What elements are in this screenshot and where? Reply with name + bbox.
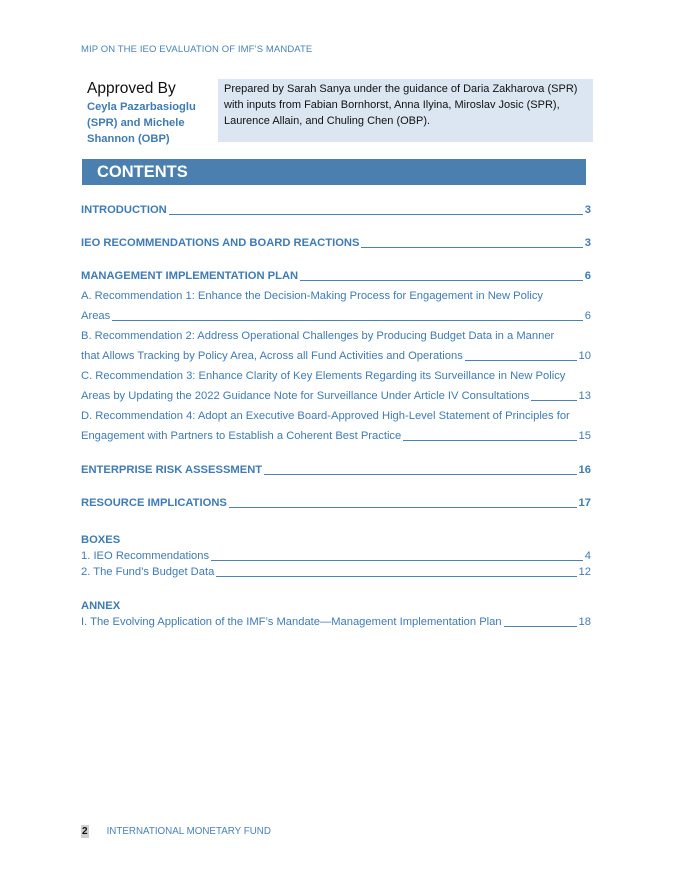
toc-box-entry[interactable] <box>81 564 591 580</box>
toc-entry-label: INTRODUCTION <box>81 204 167 216</box>
running-header: MIP ON THE IEO EVALUATION OF IMF’S MANDATE <box>81 44 313 55</box>
toc-entry-label: ENTERPRISE RISK ASSESSMENT <box>81 464 263 476</box>
toc-page-number: 3 <box>584 204 591 216</box>
toc-subentry-recommendation-4[interactable] <box>81 406 591 446</box>
toc-page-number: 6 <box>584 270 591 282</box>
toc-leader <box>264 474 576 475</box>
toc-subentry-line: B. Recommendation 2: Address Operational Challenges by Producing Budget Data in a Manner <box>81 330 555 342</box>
toc-page-number: 6 <box>584 310 591 322</box>
toc-entry-label: IEO RECOMMENDATIONS AND BOARD REACTIONS <box>81 237 360 249</box>
toc-subentry-recommendation-1[interactable] <box>81 286 591 326</box>
prepared-by-line: with inputs from Fabian Bornhorst, Anna Ilyina, Miroslav Josic (SPR), <box>224 99 560 111</box>
toc-leader <box>361 247 582 248</box>
toc-page-number: 3 <box>584 237 591 249</box>
toc-page-number: 17 <box>578 497 591 509</box>
toc-subentry-line: Areas <box>81 310 111 322</box>
toc-page-number: 16 <box>578 464 591 476</box>
toc-subentry-recommendation-3[interactable] <box>81 366 591 406</box>
page-footer <box>81 825 271 838</box>
toc-page-number: 12 <box>578 566 591 578</box>
boxes-label: BOXES <box>81 534 121 546</box>
toc-subentry-line: A. Recommendation 1: Enhance the Decision-Making Process for Engagement in New Policy <box>81 290 544 302</box>
toc-leader <box>229 507 577 508</box>
toc-leader <box>169 214 583 215</box>
toc-subentry-line: D. Recommendation 4: Adopt an Executive Board-Approved High-Level Statement of Principles for <box>81 410 570 422</box>
toc-leader <box>211 560 583 561</box>
approved-by-block <box>87 80 212 147</box>
toc-page-number: 18 <box>578 616 591 628</box>
toc-page-number: 4 <box>584 550 591 562</box>
toc-leader <box>403 440 576 441</box>
toc-annex-entry[interactable] <box>81 614 591 630</box>
toc-leader <box>465 360 577 361</box>
toc-page-number: 13 <box>578 390 591 402</box>
approver-name-line: Ceyla Pazarbasioglu <box>87 101 196 113</box>
toc-subentry-line: Engagement with Partners to Establish a Coherent Best Practice <box>81 430 402 442</box>
prepared-by-line: Laurence Allain, and Chuling Chen (OBP). <box>224 115 431 127</box>
toc-leader <box>300 280 583 281</box>
toc-entry-label: I. The Evolving Application of the IMF’s Mandate—Management Implementation Plan <box>81 616 502 628</box>
toc-entry-label: RESOURCE IMPLICATIONS <box>81 497 227 509</box>
toc-entry-label: 1. IEO Recommendations <box>81 550 210 562</box>
page-number: 2 <box>82 826 88 837</box>
toc-entry-label: MANAGEMENT IMPLEMENTATION PLAN <box>81 270 299 282</box>
approver-name-line: (SPR) and Michele <box>87 117 185 129</box>
toc-leader <box>504 626 577 627</box>
toc-entry-introduction[interactable] <box>81 200 591 220</box>
toc-entry-management-plan[interactable] <box>81 266 591 286</box>
prepared-by-box <box>218 79 593 142</box>
toc-page-number: 10 <box>578 350 591 362</box>
toc-subentry-line: that Allows Tracking by Policy Area, Across all Fund Activities and Operations <box>81 350 463 362</box>
approver-name-line: Shannon (OBP) <box>87 133 170 145</box>
toc-leader <box>531 400 576 401</box>
prepared-by-line: Prepared by Sarah Sanya under the guidance of Daria Zakharova (SPR) <box>224 83 578 95</box>
approved-by-title: Approved By <box>87 80 176 97</box>
toc-entry-label: 2. The Fund’s Budget Data <box>81 566 215 578</box>
approver-names <box>87 99 212 147</box>
annex-label: ANNEX <box>81 600 121 612</box>
toc-entry-resource-implications[interactable] <box>81 493 591 513</box>
contents-heading: CONTENTS <box>82 159 586 185</box>
toc-subentry-recommendation-2[interactable] <box>81 326 591 366</box>
toc-leader <box>112 320 583 321</box>
toc-entry-enterprise-risk[interactable] <box>81 460 591 480</box>
footer-organization: INTERNATIONAL MONETARY FUND <box>106 826 271 837</box>
toc-subentry-line: C. Recommendation 3: Enhance Clarity of Key Elements Regarding its Surveillance in New Policy <box>81 370 566 382</box>
toc-leader <box>216 576 576 577</box>
toc-page-number: 15 <box>578 430 591 442</box>
toc-box-entry[interactable] <box>81 548 591 564</box>
toc-subentry-line: Areas by Updating the 2022 Guidance Note for Surveillance Under Article IV Consultations <box>81 390 530 402</box>
toc-entry-ieo-recommendations[interactable] <box>81 233 591 253</box>
table-of-contents <box>81 200 591 630</box>
